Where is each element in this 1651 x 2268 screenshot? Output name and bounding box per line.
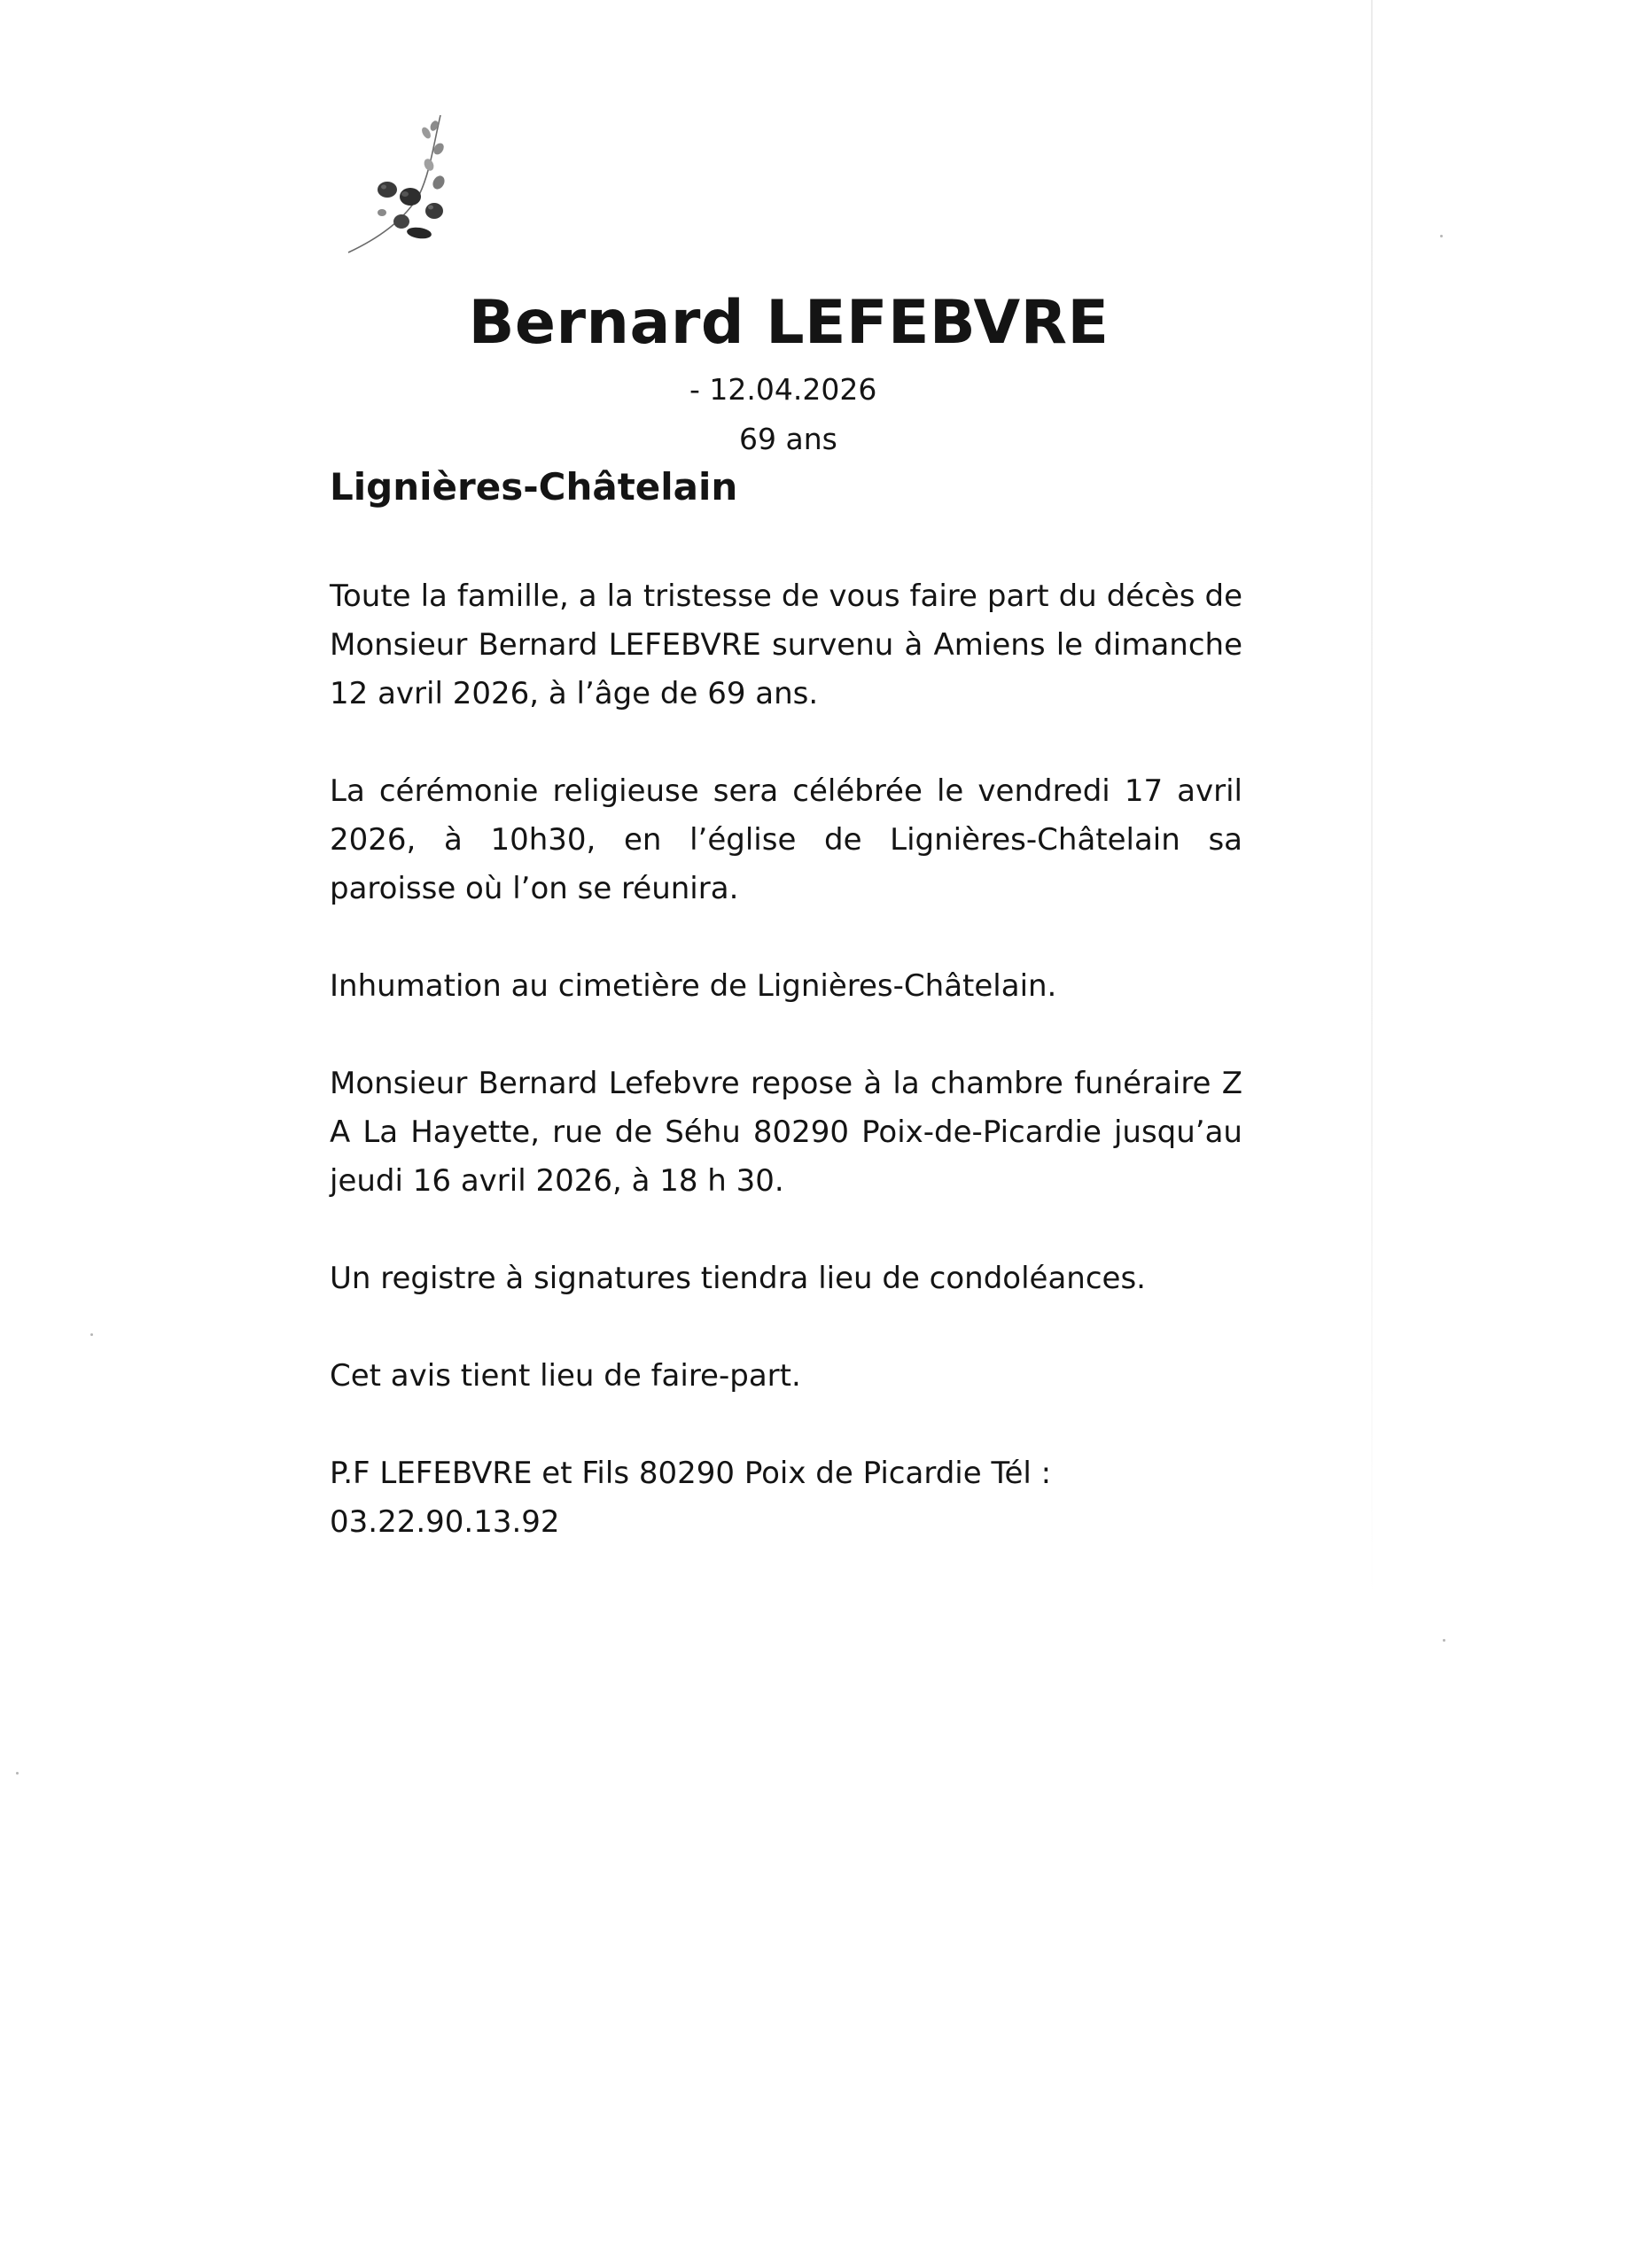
eucalyptus-branch-icon (341, 106, 461, 261)
ceremony-paragraph: La cérémonie religieuse sera célébrée le vendredi 17 avril 2026, à 10h30, en l’église de Lignières-Châtelain sa paroisse où l’on se réunira. (330, 773, 1242, 906)
burial-paragraph: Inhumation au cimetière de Lignières-Châtelain. (330, 968, 1057, 1004)
scan-speck (90, 1333, 93, 1336)
register-paragraph: Un registre à signatures tiendra lieu de condoléances. (330, 1261, 1146, 1296)
announcement-paragraph: Toute la famille, a la tristesse de vous faire part du décès de Monsieur Bernard LEFEBVRE survenu à Amiens le dimanche 12 avril 2026, à l’âge de 69 ans. (330, 579, 1242, 711)
deceased-name: Bernard LEFEBVRE (468, 288, 1110, 358)
notice-note-paragraph: Cet avis tient lieu de faire-part. (330, 1358, 801, 1394)
town-heading: Lignières-Châtelain (330, 465, 738, 509)
scan-speck (1443, 1639, 1445, 1642)
scan-speck (1440, 235, 1443, 237)
repose-paragraph: Monsieur Bernard Lefebvre repose à la chambre funéraire Z A La Hayette, rue de Séhu 80290 Poix-de-Picardie jusqu’au jeudi 16 avril 2026, à 18 h 30. (330, 1066, 1242, 1199)
scan-edge (1371, 0, 1373, 1599)
scan-speck (16, 1772, 19, 1775)
age: 69 ans (739, 422, 837, 456)
death-date: - 12.04.2026 (689, 372, 877, 407)
funeral-home-line: P.F LEFEBVRE et Fils 80290 Poix de Picardie Tél : 03.22.90.13.92 (330, 1456, 1052, 1540)
